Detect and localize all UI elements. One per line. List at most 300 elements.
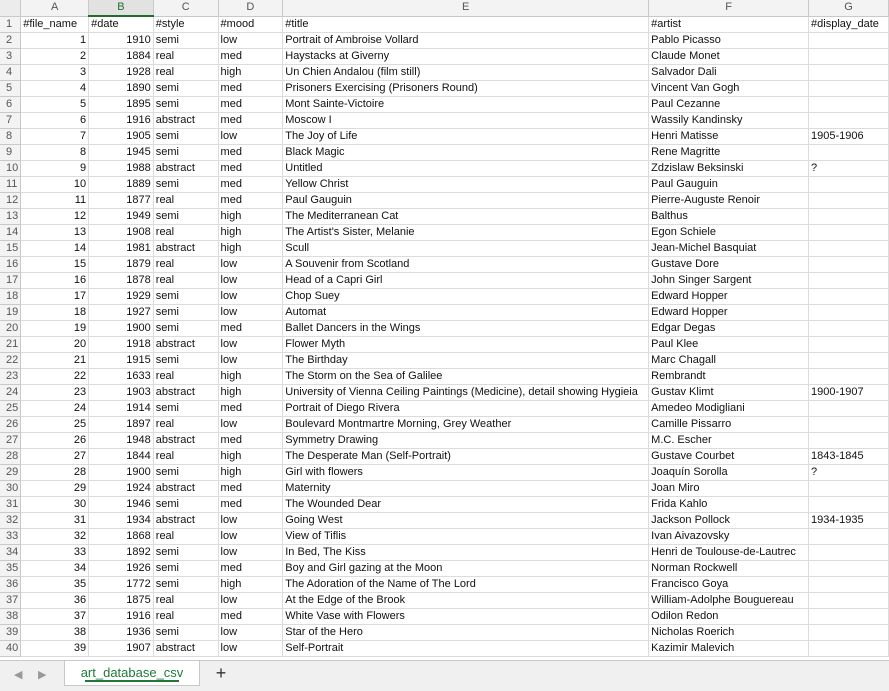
cell[interactable]: real: [153, 65, 218, 81]
cell[interactable]: semi: [153, 401, 218, 417]
cell[interactable]: Amedeo Modigliani: [649, 401, 809, 417]
cell[interactable]: University of Vienna Ceiling Paintings (Medicine), detail showing Hygieia: [283, 385, 649, 401]
cell[interactable]: med: [218, 177, 283, 193]
cell[interactable]: abstract: [153, 481, 218, 497]
cell[interactable]: 1949: [89, 209, 154, 225]
cell[interactable]: med: [218, 609, 283, 625]
cell[interactable]: 29: [21, 481, 89, 497]
next-sheet-icon[interactable]: ▶: [38, 669, 47, 681]
row-header[interactable]: 39: [0, 625, 21, 641]
cell[interactable]: abstract: [153, 385, 218, 401]
cell[interactable]: [809, 177, 889, 193]
cell[interactable]: high: [218, 465, 283, 481]
cell[interactable]: 1929: [89, 289, 154, 305]
cell[interactable]: high: [218, 209, 283, 225]
cell[interactable]: M.C. Escher: [649, 433, 809, 449]
row-header[interactable]: 14: [0, 225, 21, 241]
cell[interactable]: abstract: [153, 241, 218, 257]
cell[interactable]: [809, 625, 889, 641]
cell[interactable]: Salvador Dali: [649, 65, 809, 81]
cell[interactable]: The Artist's Sister, Melanie: [283, 225, 649, 241]
cell[interactable]: 1936: [89, 625, 154, 641]
cell[interactable]: Jean-Michel Basquiat: [649, 241, 809, 257]
row-header[interactable]: 4: [0, 65, 21, 81]
cell[interactable]: med: [218, 497, 283, 513]
cell[interactable]: ?: [809, 161, 889, 177]
cell[interactable]: [809, 577, 889, 593]
cell[interactable]: semi: [153, 577, 218, 593]
cell[interactable]: Portrait of Diego Rivera: [283, 401, 649, 417]
cell[interactable]: William-Adolphe Bouguereau: [649, 593, 809, 609]
cell[interactable]: 1772: [89, 577, 154, 593]
cell[interactable]: 16: [21, 273, 89, 289]
cell[interactable]: Ballet Dancers in the Wings: [283, 321, 649, 337]
cell[interactable]: The Joy of Life: [283, 129, 649, 145]
row-header[interactable]: 6: [0, 97, 21, 113]
cell[interactable]: The Storm on the Sea of Galilee: [283, 369, 649, 385]
cell[interactable]: 1934-1935: [809, 513, 889, 529]
cell[interactable]: real: [153, 449, 218, 465]
cell[interactable]: high: [218, 225, 283, 241]
cell[interactable]: 1926: [89, 561, 154, 577]
cell[interactable]: semi: [153, 289, 218, 305]
cell[interactable]: #title: [283, 16, 649, 33]
row-header[interactable]: 32: [0, 513, 21, 529]
cell[interactable]: Claude Monet: [649, 49, 809, 65]
cell[interactable]: med: [218, 49, 283, 65]
cell[interactable]: Pierre-Auguste Renoir: [649, 193, 809, 209]
cell[interactable]: 25: [21, 417, 89, 433]
cell[interactable]: med: [218, 433, 283, 449]
column-header-b[interactable]: B: [89, 0, 154, 16]
cell[interactable]: semi: [153, 33, 218, 49]
cell[interactable]: Norman Rockwell: [649, 561, 809, 577]
add-sheet-button[interactable]: +: [215, 663, 227, 683]
cell[interactable]: Yellow Christ: [283, 177, 649, 193]
cell[interactable]: The Birthday: [283, 353, 649, 369]
cell[interactable]: [809, 81, 889, 97]
cell[interactable]: Symmetry Drawing: [283, 433, 649, 449]
row-header[interactable]: 22: [0, 353, 21, 369]
cell[interactable]: Going West: [283, 513, 649, 529]
cell[interactable]: low: [218, 353, 283, 369]
cell[interactable]: The Wounded Dear: [283, 497, 649, 513]
cell[interactable]: 1946: [89, 497, 154, 513]
row-header[interactable]: 23: [0, 369, 21, 385]
cell[interactable]: 1844: [89, 449, 154, 465]
cell[interactable]: [809, 257, 889, 273]
cell[interactable]: [809, 49, 889, 65]
cell[interactable]: 1927: [89, 305, 154, 321]
cell[interactable]: med: [218, 113, 283, 129]
cell[interactable]: 1633: [89, 369, 154, 385]
cell[interactable]: 37: [21, 609, 89, 625]
cell[interactable]: Moscow I: [283, 113, 649, 129]
cell[interactable]: 1: [21, 33, 89, 49]
cell[interactable]: 19: [21, 321, 89, 337]
row-header[interactable]: 17: [0, 273, 21, 289]
cell[interactable]: Prisoners Exercising (Prisoners Round): [283, 81, 649, 97]
cell[interactable]: [809, 609, 889, 625]
cell[interactable]: Paul Cezanne: [649, 97, 809, 113]
cell[interactable]: Boy and Girl gazing at the Moon: [283, 561, 649, 577]
cell[interactable]: low: [218, 273, 283, 289]
cell[interactable]: Jackson Pollock: [649, 513, 809, 529]
cell[interactable]: [809, 497, 889, 513]
row-header[interactable]: 26: [0, 417, 21, 433]
cell[interactable]: 13: [21, 225, 89, 241]
cell[interactable]: real: [153, 593, 218, 609]
cell[interactable]: [809, 641, 889, 657]
row-header[interactable]: 35: [0, 561, 21, 577]
row-header[interactable]: 29: [0, 465, 21, 481]
row-header[interactable]: 13: [0, 209, 21, 225]
row-header[interactable]: 24: [0, 385, 21, 401]
cell[interactable]: low: [218, 417, 283, 433]
cell[interactable]: 2: [21, 49, 89, 65]
cell[interactable]: [809, 401, 889, 417]
cell[interactable]: 1910: [89, 33, 154, 49]
cell[interactable]: [809, 369, 889, 385]
cell[interactable]: #artist: [649, 16, 809, 33]
cell[interactable]: real: [153, 257, 218, 273]
cell[interactable]: 1890: [89, 81, 154, 97]
cell[interactable]: semi: [153, 497, 218, 513]
cell[interactable]: Gustav Klimt: [649, 385, 809, 401]
cell[interactable]: 9: [21, 161, 89, 177]
cell[interactable]: John Singer Sargent: [649, 273, 809, 289]
cell[interactable]: [809, 353, 889, 369]
cell[interactable]: 3: [21, 65, 89, 81]
cell[interactable]: #display_date: [809, 16, 889, 33]
cell[interactable]: 1900: [89, 465, 154, 481]
cell[interactable]: 1878: [89, 273, 154, 289]
cell[interactable]: Haystacks at Giverny: [283, 49, 649, 65]
cell[interactable]: low: [218, 593, 283, 609]
cell[interactable]: med: [218, 145, 283, 161]
cell[interactable]: Balthus: [649, 209, 809, 225]
cell[interactable]: #date: [89, 16, 154, 33]
cell[interactable]: [809, 305, 889, 321]
cell[interactable]: #mood: [218, 16, 283, 33]
cell[interactable]: [809, 273, 889, 289]
cell[interactable]: 1924: [89, 481, 154, 497]
cell[interactable]: abstract: [153, 161, 218, 177]
row-header[interactable]: 3: [0, 49, 21, 65]
cell[interactable]: low: [218, 257, 283, 273]
cell[interactable]: In Bed, The Kiss: [283, 545, 649, 561]
cell[interactable]: Pablo Picasso: [649, 33, 809, 49]
row-header[interactable]: 10: [0, 161, 21, 177]
cell[interactable]: [809, 593, 889, 609]
select-all-corner[interactable]: [0, 0, 21, 16]
cell[interactable]: Henri de Toulouse-de-Lautrec: [649, 545, 809, 561]
cell[interactable]: The Mediterranean Cat: [283, 209, 649, 225]
cell[interactable]: abstract: [153, 641, 218, 657]
cell[interactable]: [809, 289, 889, 305]
cell[interactable]: semi: [153, 625, 218, 641]
cell[interactable]: med: [218, 81, 283, 97]
cell[interactable]: 38: [21, 625, 89, 641]
cell[interactable]: 6: [21, 113, 89, 129]
cell[interactable]: 32: [21, 529, 89, 545]
row-header[interactable]: 25: [0, 401, 21, 417]
cell[interactable]: low: [218, 289, 283, 305]
cell[interactable]: real: [153, 609, 218, 625]
cell[interactable]: semi: [153, 321, 218, 337]
cell[interactable]: Edward Hopper: [649, 305, 809, 321]
column-header-g[interactable]: G: [809, 0, 889, 16]
row-header[interactable]: 37: [0, 593, 21, 609]
cell[interactable]: Un Chien Andalou (film still): [283, 65, 649, 81]
cell[interactable]: 1879: [89, 257, 154, 273]
cell[interactable]: Paul Gauguin: [649, 177, 809, 193]
cell[interactable]: med: [218, 161, 283, 177]
row-header[interactable]: 36: [0, 577, 21, 593]
cell[interactable]: low: [218, 513, 283, 529]
cell[interactable]: 1892: [89, 545, 154, 561]
cell[interactable]: 14: [21, 241, 89, 257]
cell[interactable]: #file_name: [21, 16, 89, 33]
cell[interactable]: Gustave Dore: [649, 257, 809, 273]
cell[interactable]: Rembrandt: [649, 369, 809, 385]
cell[interactable]: White Vase with Flowers: [283, 609, 649, 625]
cell[interactable]: Self-Portrait: [283, 641, 649, 657]
row-header[interactable]: 18: [0, 289, 21, 305]
cell[interactable]: 33: [21, 545, 89, 561]
cell[interactable]: 1903: [89, 385, 154, 401]
row-header[interactable]: 1: [0, 16, 21, 33]
row-header[interactable]: 20: [0, 321, 21, 337]
cell[interactable]: 1914: [89, 401, 154, 417]
cell[interactable]: 7: [21, 129, 89, 145]
cell[interactable]: real: [153, 193, 218, 209]
cell[interactable]: 1916: [89, 113, 154, 129]
cell[interactable]: [809, 209, 889, 225]
cell[interactable]: Gustave Courbet: [649, 449, 809, 465]
cell[interactable]: 1895: [89, 97, 154, 113]
cell[interactable]: Camille Pissarro: [649, 417, 809, 433]
cell[interactable]: [809, 65, 889, 81]
cell[interactable]: 1868: [89, 529, 154, 545]
cell[interactable]: Egon Schiele: [649, 225, 809, 241]
cell[interactable]: Portrait of Ambroise Vollard: [283, 33, 649, 49]
row-header[interactable]: 33: [0, 529, 21, 545]
cell[interactable]: 20: [21, 337, 89, 353]
column-header-f[interactable]: F: [649, 0, 809, 16]
cell[interactable]: [809, 241, 889, 257]
row-header[interactable]: 7: [0, 113, 21, 129]
cell[interactable]: 1988: [89, 161, 154, 177]
cell[interactable]: Francisco Goya: [649, 577, 809, 593]
row-header[interactable]: 40: [0, 641, 21, 657]
cell[interactable]: low: [218, 129, 283, 145]
row-header[interactable]: 16: [0, 257, 21, 273]
cell[interactable]: [809, 113, 889, 129]
cell[interactable]: 21: [21, 353, 89, 369]
column-header-d[interactable]: D: [218, 0, 283, 16]
cell[interactable]: semi: [153, 209, 218, 225]
cell[interactable]: semi: [153, 305, 218, 321]
cell[interactable]: [809, 145, 889, 161]
column-header-a[interactable]: A: [21, 0, 89, 16]
cell[interactable]: Kazimir Malevich: [649, 641, 809, 657]
cell[interactable]: semi: [153, 561, 218, 577]
row-header[interactable]: 38: [0, 609, 21, 625]
cell[interactable]: Black Magic: [283, 145, 649, 161]
cell[interactable]: View of Tiflis: [283, 529, 649, 545]
cell[interactable]: 1884: [89, 49, 154, 65]
cell[interactable]: 1918: [89, 337, 154, 353]
row-header[interactable]: 27: [0, 433, 21, 449]
cell[interactable]: Joaquín Sorolla: [649, 465, 809, 481]
cell[interactable]: Paul Gauguin: [283, 193, 649, 209]
cell[interactable]: Ivan Aivazovsky: [649, 529, 809, 545]
cell[interactable]: Marc Chagall: [649, 353, 809, 369]
cell[interactable]: At the Edge of the Brook: [283, 593, 649, 609]
cell[interactable]: 1915: [89, 353, 154, 369]
cell[interactable]: Girl with flowers: [283, 465, 649, 481]
cell[interactable]: high: [218, 65, 283, 81]
cell[interactable]: Zdzislaw Beksinski: [649, 161, 809, 177]
cell[interactable]: 30: [21, 497, 89, 513]
cell[interactable]: 24: [21, 401, 89, 417]
cell[interactable]: 15: [21, 257, 89, 273]
cell[interactable]: Joan Miro: [649, 481, 809, 497]
cell[interactable]: 4: [21, 81, 89, 97]
cell[interactable]: low: [218, 545, 283, 561]
cell[interactable]: Odilon Redon: [649, 609, 809, 625]
cell[interactable]: low: [218, 33, 283, 49]
cell[interactable]: real: [153, 225, 218, 241]
cell[interactable]: low: [218, 641, 283, 657]
cell[interactable]: low: [218, 529, 283, 545]
cell[interactable]: [809, 97, 889, 113]
cell[interactable]: ?: [809, 465, 889, 481]
cell[interactable]: high: [218, 449, 283, 465]
cell[interactable]: semi: [153, 81, 218, 97]
cell[interactable]: 26: [21, 433, 89, 449]
cell[interactable]: high: [218, 241, 283, 257]
cell[interactable]: 1900-1907: [809, 385, 889, 401]
cell[interactable]: Star of the Hero: [283, 625, 649, 641]
cell[interactable]: Nicholas Roerich: [649, 625, 809, 641]
cell[interactable]: high: [218, 577, 283, 593]
cell[interactable]: semi: [153, 465, 218, 481]
cell[interactable]: [809, 337, 889, 353]
cell[interactable]: 1908: [89, 225, 154, 241]
cell[interactable]: Head of a Capri Girl: [283, 273, 649, 289]
cell[interactable]: 1889: [89, 177, 154, 193]
cell[interactable]: 5: [21, 97, 89, 113]
cell[interactable]: [809, 225, 889, 241]
sheet-tab-art-database-csv[interactable]: [64, 661, 200, 686]
cell[interactable]: real: [153, 49, 218, 65]
cell[interactable]: 23: [21, 385, 89, 401]
cell[interactable]: #style: [153, 16, 218, 33]
cell[interactable]: Edward Hopper: [649, 289, 809, 305]
cell[interactable]: [809, 321, 889, 337]
cell[interactable]: Untitled: [283, 161, 649, 177]
cell[interactable]: 17: [21, 289, 89, 305]
row-header[interactable]: 34: [0, 545, 21, 561]
cell[interactable]: [809, 193, 889, 209]
cell[interactable]: abstract: [153, 433, 218, 449]
cell[interactable]: high: [218, 385, 283, 401]
cell[interactable]: 1945: [89, 145, 154, 161]
row-header[interactable]: 19: [0, 305, 21, 321]
cell[interactable]: semi: [153, 353, 218, 369]
cell[interactable]: 1877: [89, 193, 154, 209]
cell[interactable]: abstract: [153, 337, 218, 353]
row-header[interactable]: 5: [0, 81, 21, 97]
cell[interactable]: 1928: [89, 65, 154, 81]
cell[interactable]: 12: [21, 209, 89, 225]
cell[interactable]: Mont Sainte-Victoire: [283, 97, 649, 113]
cell[interactable]: 8: [21, 145, 89, 161]
cell[interactable]: semi: [153, 97, 218, 113]
cell[interactable]: [809, 545, 889, 561]
cell[interactable]: A Souvenir from Scotland: [283, 257, 649, 273]
cell[interactable]: 35: [21, 577, 89, 593]
cell[interactable]: Scull: [283, 241, 649, 257]
cell[interactable]: 1948: [89, 433, 154, 449]
row-header[interactable]: 21: [0, 337, 21, 353]
cell[interactable]: 22: [21, 369, 89, 385]
row-header[interactable]: 11: [0, 177, 21, 193]
cell[interactable]: med: [218, 481, 283, 497]
cell[interactable]: abstract: [153, 113, 218, 129]
cell[interactable]: Flower Myth: [283, 337, 649, 353]
cell[interactable]: [809, 417, 889, 433]
cell[interactable]: Chop Suey: [283, 289, 649, 305]
cell[interactable]: [809, 529, 889, 545]
cell[interactable]: semi: [153, 177, 218, 193]
cell[interactable]: [809, 33, 889, 49]
cell[interactable]: Paul Klee: [649, 337, 809, 353]
row-header[interactable]: 31: [0, 497, 21, 513]
cell[interactable]: 1900: [89, 321, 154, 337]
cell[interactable]: high: [218, 369, 283, 385]
cell[interactable]: Frida Kahlo: [649, 497, 809, 513]
cell[interactable]: Maternity: [283, 481, 649, 497]
cell[interactable]: 1905: [89, 129, 154, 145]
cell[interactable]: med: [218, 401, 283, 417]
cell[interactable]: 34: [21, 561, 89, 577]
cell[interactable]: Boulevard Montmartre Morning, Grey Weather: [283, 417, 649, 433]
cell[interactable]: real: [153, 529, 218, 545]
cell[interactable]: 1875: [89, 593, 154, 609]
row-header[interactable]: 15: [0, 241, 21, 257]
cell[interactable]: real: [153, 417, 218, 433]
cell[interactable]: Vincent Van Gogh: [649, 81, 809, 97]
cell[interactable]: 39: [21, 641, 89, 657]
row-header[interactable]: 12: [0, 193, 21, 209]
cell[interactable]: semi: [153, 129, 218, 145]
row-header[interactable]: 2: [0, 33, 21, 49]
cell[interactable]: 1843-1845: [809, 449, 889, 465]
cell[interactable]: semi: [153, 145, 218, 161]
cell[interactable]: Wassily Kandinsky: [649, 113, 809, 129]
cell[interactable]: 1907: [89, 641, 154, 657]
column-header-e[interactable]: E: [283, 0, 649, 16]
cell[interactable]: 1916: [89, 609, 154, 625]
prev-sheet-icon[interactable]: ◀: [14, 669, 23, 681]
row-header[interactable]: 8: [0, 129, 21, 145]
cell[interactable]: med: [218, 193, 283, 209]
cell[interactable]: med: [218, 561, 283, 577]
cell[interactable]: 27: [21, 449, 89, 465]
